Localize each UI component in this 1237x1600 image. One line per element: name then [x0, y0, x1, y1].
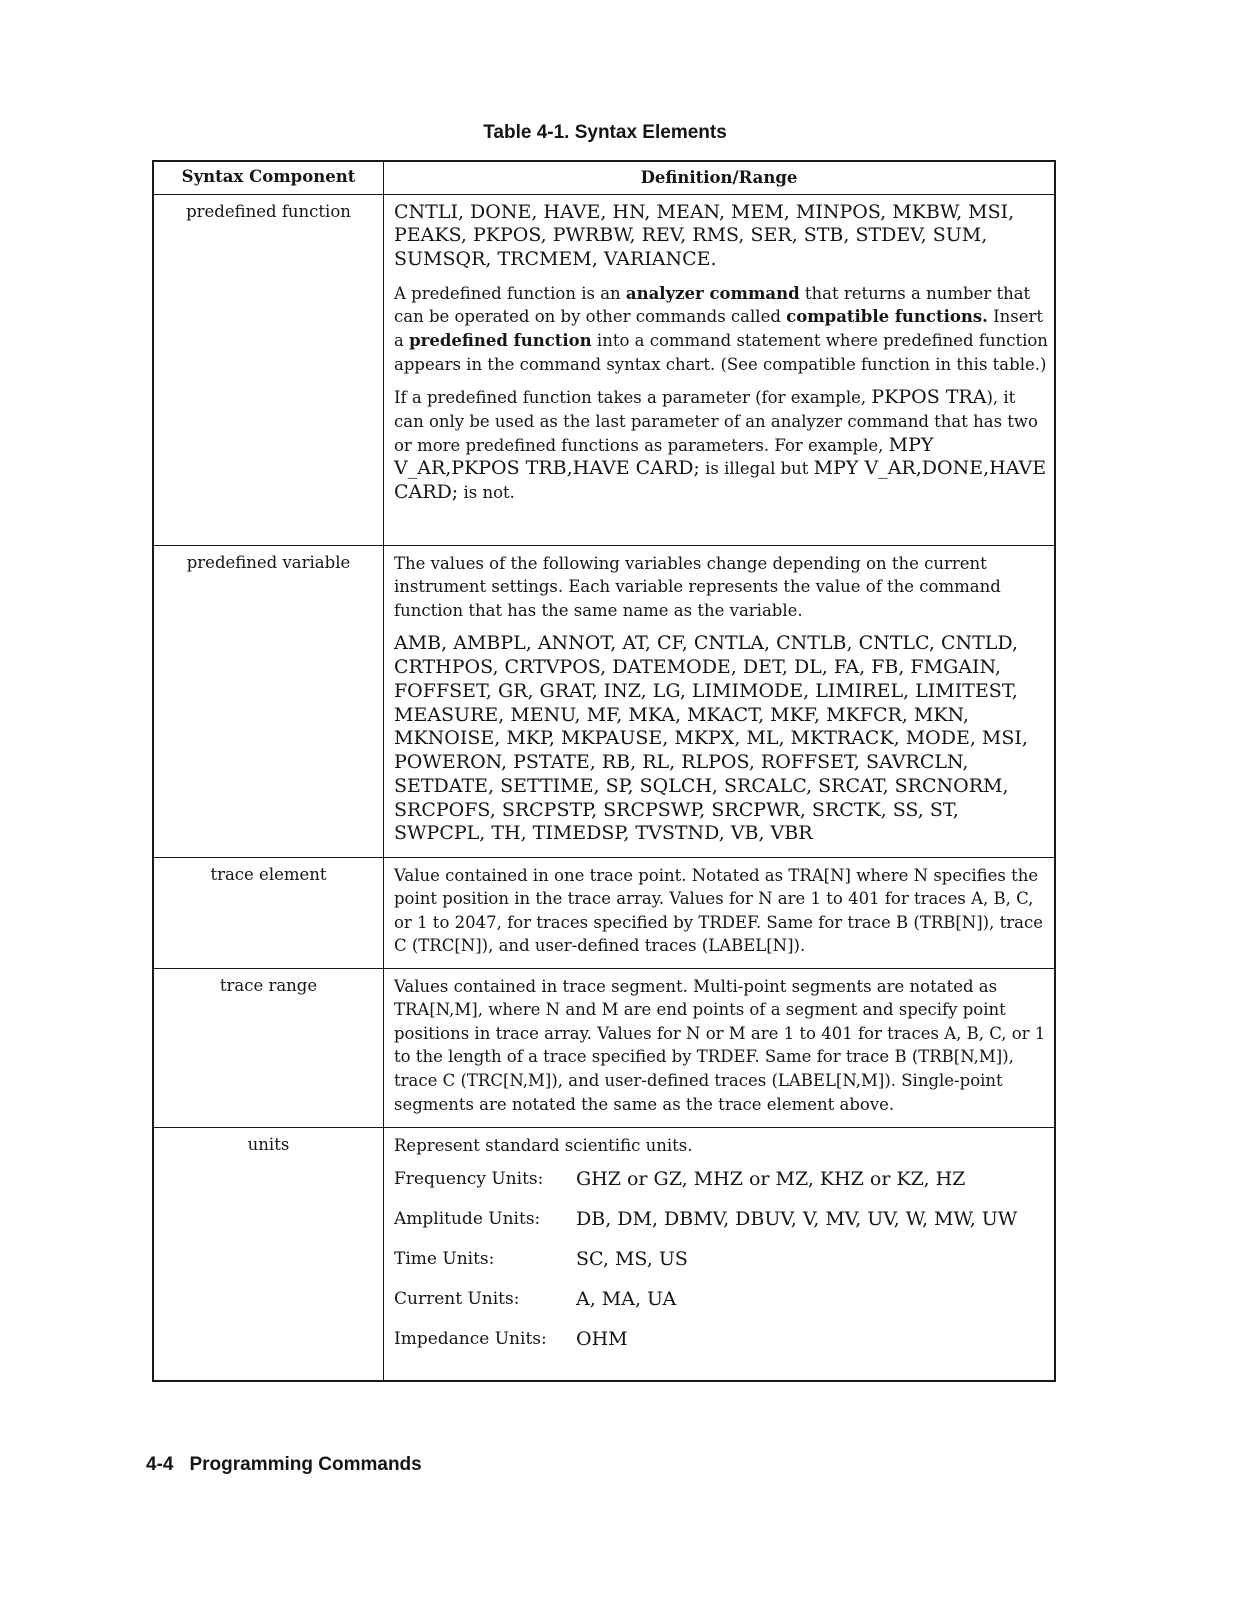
units-label: Time Units:	[394, 1249, 495, 1270]
table-header-row	[154, 162, 1054, 194]
units-intro: Represent standard scientific units.	[394, 1135, 693, 1155]
row-definition	[384, 546, 1054, 857]
table-row-trace-element	[154, 857, 1054, 968]
units-entry-amplitude	[394, 1199, 1048, 1239]
row-label: trace range	[154, 969, 384, 1127]
table-row-predefined-function	[154, 194, 1054, 545]
row-definition	[384, 195, 1054, 545]
syntax-elements-table	[152, 160, 1056, 1382]
units-value: DB, DM, DBMV, DBUV, V, MV, UV, W, MW, UW	[576, 1207, 1018, 1230]
units-label: Impedance Units:	[394, 1329, 547, 1350]
units-value: OHM	[576, 1327, 628, 1350]
units-label: Amplitude Units:	[394, 1209, 541, 1230]
row-label: trace element	[154, 858, 384, 968]
table-title: Table 4-1. Syntax Elements	[483, 122, 727, 143]
row-definition	[384, 1128, 1054, 1380]
section-title: Programming Commands	[189, 1454, 422, 1475]
predefined-variable-list: AMB, AMBPL, ANNOT, AT, CF, CNTLA, CNTLB, CNTLC, CNTLD, CRTHPOS, CRTVPOS, DATEMODE, DET, DL, FA, FB, FMGAIN, FOFFSET, GR, GRAT, INZ, LG, LIMIMODE, LIMIREL, LIMITEST, MEASURE, MENU, MF, MKA, MKACT, MKF, MKFCR, MKN, MKNOISE, MKP, MKPAUSE, MKPX, ML, MKTRACK, MODE, MSI, POWERON, PSTATE, RB, RL, RLPOS, ROFFSET, SAVRCLN, SETDATE, SETTIME, SP, SQLCH, SRCALC, SRCAT, SRCNORM, SRCPOFS, SRCPSTP, SRCPSWP, SRCPWR, SRCTK, SS, ST, SWPCPL, TH, TIMEDSP, TVSTND, VB, VBR	[394, 632, 1028, 845]
table-row-units	[154, 1127, 1054, 1380]
predefined-function-description: A predefined function is an analyzer command that returns a number that can be operated on by other commands called compatible functions. Insert a predefined function into a command statement where predefined function appears in the command syntax chart. (See compatible function in this table.)	[394, 283, 1048, 374]
row-definition: Values contained in trace segment. Multi-point segments are notated as TRA[N,M], where N and M are end points of a segment and specify point positions in trace array. Values for N or M are 1 to 401 for traces A, B, C, or 1 to the length of a trace specified by TRDEF. Same for trace B (TRB[N,M]), trace C (TRC[N,M]), and user-defined traces (LABEL[N,M]). Single-point segments are notated the same as the trace element above.	[394, 976, 1046, 1114]
row-label: predefined function	[154, 195, 384, 545]
header-definition-range: Definition/Range	[640, 168, 798, 187]
units-label: Current Units:	[394, 1289, 520, 1310]
units-entry-impedance	[394, 1319, 1048, 1359]
table-row-predefined-variable	[154, 545, 1054, 857]
units-value: SC, MS, US	[576, 1247, 688, 1270]
units-value: A, MA, UA	[576, 1287, 677, 1310]
row-definition: Value contained in one trace point. Notated as TRA[N] where N specifies the point position in the trace array. Values for N are 1 to 401 for traces A, B, C, or 1 to 2047, for traces specified by TRDEF. Same for trace B (TRB[N]), trace C (TRC[N]), and user-defined traces (LABEL[N]).	[394, 865, 1043, 956]
predefined-function-list: CNTLI, DONE, HAVE, HN, MEAN, MEM, MINPOS, MKBW, MSI, PEAKS, PKPOS, PWRBW, REV, RMS, SER, STB, STDEV, SUM, SUMSQR, TRCMEM, VARIANCE.	[394, 200, 1015, 271]
table-row-trace-range	[154, 968, 1054, 1127]
units-value: GHZ or GZ, MHZ or MZ, KHZ or KZ, HZ	[576, 1167, 966, 1190]
units-entry-current	[394, 1279, 1048, 1319]
header-syntax-component: Syntax Component	[154, 162, 384, 194]
predefined-function-parameter-note: If a predefined function takes a parameter (for example, PKPOS TRA), it can only be used as the last parameter of an analyzer command that has two or more predefined functions as parameters. For example, MPY V_AR,PKPOS TRB,HAVE CARD; is illegal but MPY V_AR,DONE,HAVE CARD; is not.	[394, 386, 1047, 504]
page-footer	[146, 1454, 422, 1476]
units-label: Frequency Units:	[394, 1169, 544, 1190]
row-label: units	[154, 1128, 384, 1380]
predefined-variable-intro: The values of the following variables change depending on the current instrument settings. Each variable represents the value of the command function that has the same name as the variable.	[394, 553, 1001, 620]
units-entry-frequency	[394, 1159, 1048, 1199]
units-entry-time	[394, 1239, 1048, 1279]
page-number: 4-4	[146, 1454, 174, 1475]
row-label: predefined variable	[154, 546, 384, 857]
